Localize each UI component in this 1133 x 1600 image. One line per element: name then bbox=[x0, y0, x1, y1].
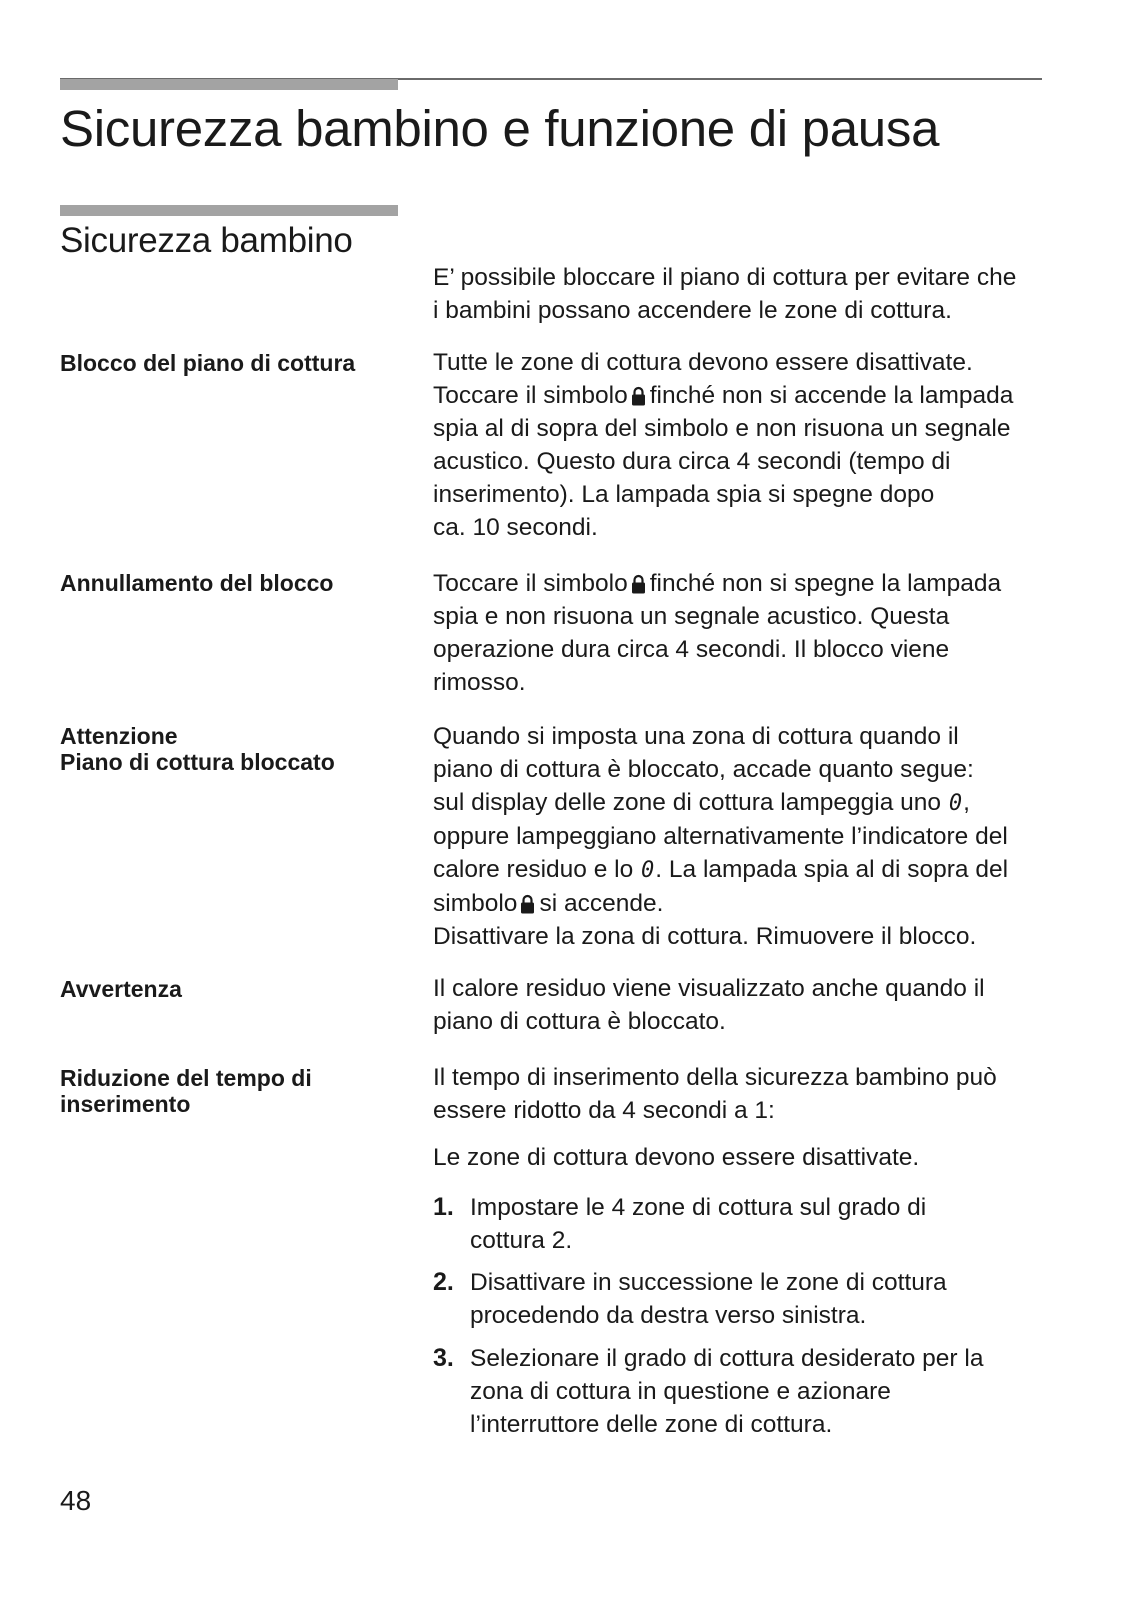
step-number: 1. bbox=[433, 1193, 454, 1221]
text-avvertenza: Il calore residuo viene visualizzato anche quando il piano di cottura è bloccato. bbox=[433, 975, 985, 1035]
text-annullamento: Toccare il simbolo finché non si spegne la lampada spia e non risuona un segnale acustico. Questa operazione dura circa 4 secondi. Il blocco viene rimosso. bbox=[433, 570, 1002, 696]
step-number: 2. bbox=[433, 1268, 454, 1296]
seven-segment-zero-icon: 0 bbox=[641, 858, 655, 883]
page-number: 48 bbox=[60, 1485, 92, 1516]
label-annullamento: Annullamento del blocco bbox=[60, 570, 334, 596]
step-1: 1. Impostare le 4 zone di cottura sul grado di cottura 2. bbox=[433, 1193, 927, 1254]
lock-icon bbox=[520, 894, 535, 914]
text-attenzione: Quando si imposta una zona di cottura quando il piano di cottura è bloccato, accade quanto segue: sul display delle zone di cottura lampeggia uno 0, oppure lampeggiano alternativamente l’indicatore del calore residuo e lo 0. La lampada spia al di sopra del simbolo si accende. Disattivare la zona di cottura. Rimuovere il blocco. bbox=[433, 723, 1009, 950]
label-blocco: Blocco del piano di cottura bbox=[60, 350, 356, 376]
intro-text: E’ possibile bloccare il piano di cottura per evitare che i bambini possano accendere le zone di cottura. bbox=[433, 264, 1017, 324]
label-avvertenza: Avvertenza bbox=[60, 976, 182, 1002]
section-title: Sicurezza bambino bbox=[60, 221, 353, 260]
text-riduzione: Il tempo di inserimento della sicurezza bambino può essere ridotto da 4 secondi a 1: bbox=[433, 1064, 997, 1124]
step-3: 3. Selezionare il grado di cottura desiderato per la zona di cottura in questione e azionare l’interruttore delle zone di cottura. bbox=[433, 1344, 984, 1438]
lock-icon bbox=[631, 574, 646, 594]
section-rule-thick bbox=[60, 205, 398, 216]
header-rule-thick bbox=[60, 79, 398, 90]
step-number: 3. bbox=[433, 1344, 454, 1372]
lock-icon bbox=[631, 386, 646, 406]
page-title: Sicurezza bambino e funzione di pausa bbox=[60, 100, 940, 157]
label-riduzione: Riduzione del tempo di inserimento bbox=[60, 1065, 312, 1117]
label-attenzione: Attenzione Piano di cottura bloccato bbox=[60, 723, 335, 775]
text-riduzione-note: Le zone di cottura devono essere disattivate. bbox=[433, 1144, 920, 1171]
text-blocco: Tutte le zone di cottura devono essere disattivate. Toccare il simbolo finché non si accende la lampada spia al di sopra del simbolo e non risuona un segnale acustico. Questo dura circa 4 secondi (tempo di inserimento). La lampada spia si spegne dopo ca. 10 secondi. bbox=[433, 349, 1014, 541]
step-2: 2. Disattivare in successione le zone di cottura procedendo da destra verso sinistra. bbox=[433, 1268, 947, 1329]
seven-segment-zero-icon: 0 bbox=[948, 791, 963, 816]
